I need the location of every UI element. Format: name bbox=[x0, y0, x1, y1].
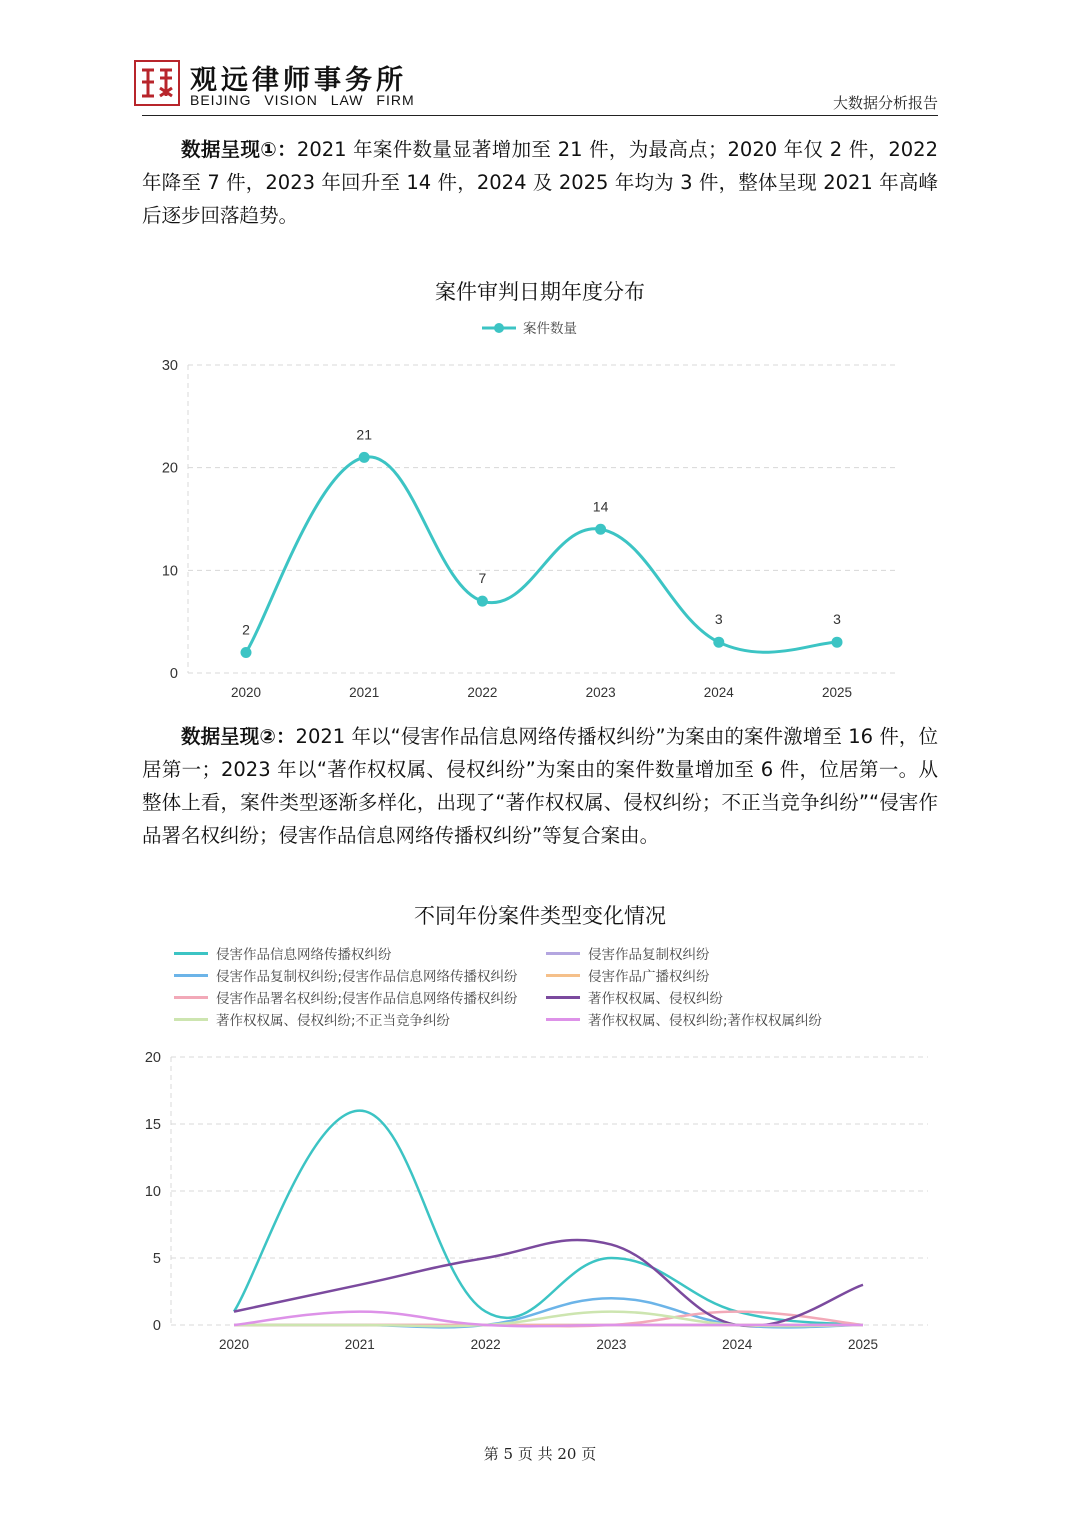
chart-1-x-tick: 2023 bbox=[585, 685, 616, 700]
chart-1-data-label: 3 bbox=[833, 611, 841, 628]
paragraph-2-lead: 数据呈现②： bbox=[181, 725, 296, 748]
chart-1-y-tick: 30 bbox=[161, 358, 178, 374]
chart-1-legend bbox=[482, 320, 577, 336]
chart-1-x-tick: 2020 bbox=[230, 685, 262, 700]
chart-2-y-tick: 20 bbox=[144, 1050, 161, 1066]
chart-1-data-label: 14 bbox=[592, 498, 609, 515]
chart-1-y-tick: 0 bbox=[169, 666, 178, 682]
chart-2-x-tick: 2024 bbox=[722, 1337, 753, 1352]
chart-2-y-tick: 10 bbox=[144, 1184, 161, 1200]
chart-1-data-point bbox=[713, 637, 724, 648]
paragraph-2 bbox=[142, 720, 938, 852]
chart-1-year-distribution bbox=[140, 310, 910, 710]
chart-1-data-point bbox=[832, 637, 843, 648]
chart-2-y-tick: 0 bbox=[152, 1318, 161, 1334]
chart-1-x-tick: 2021 bbox=[349, 685, 380, 700]
legend-label: 侵害作品复制权纠纷 bbox=[588, 947, 710, 963]
page-number: 第 5 页 共 20 页 bbox=[483, 1445, 597, 1463]
chart-1-x-tick: 2022 bbox=[467, 685, 498, 700]
chart-2-x-tick: 2022 bbox=[470, 1337, 501, 1352]
chart-1-x-tick: 2024 bbox=[703, 685, 734, 700]
chart-1-data-point bbox=[477, 596, 488, 607]
chart-2-y-tick: 5 bbox=[152, 1251, 161, 1267]
chart-1-legend-label: 案件数量 bbox=[523, 321, 577, 336]
legend-label: 侵害作品广播权纠纷 bbox=[588, 969, 710, 985]
report-title: 大数据分析报告 bbox=[832, 94, 938, 112]
chart-1-data-point bbox=[595, 524, 606, 535]
legend-label: 著作权权属、侵权纠纷;著作权权属纠纷 bbox=[588, 1013, 823, 1029]
paragraph-1-text: 2021 年案件数量显著增加至 21 件，为最高点；2020 年仅 2 件，2022 年降至 7 件，2023 年回升至 14 件，2024 及 2025 年均为 3 件，整体呈现 2021 年高峰后逐步回落趋势。 bbox=[142, 138, 938, 227]
chart-1-data-point bbox=[241, 647, 252, 658]
chart-2-y-tick: 15 bbox=[144, 1117, 161, 1133]
chart-2-series-line-0 bbox=[234, 1111, 863, 1325]
chart-1-legend-marker bbox=[494, 323, 504, 333]
chart-2-title: 不同年份案件类型变化情况 bbox=[414, 904, 666, 928]
chart-1-series-line bbox=[246, 457, 837, 653]
paragraph-1-lead: 数据呈现①： bbox=[181, 138, 297, 161]
chart-1-y-tick: 20 bbox=[161, 460, 178, 477]
paragraph-2-text: 2021 年以“侵害作品信息网络传播权纠纷”为案由的案件激增至 16 件，位居第一；2023 年以“著作权权属、侵权纠纷”为案由的案件数量增加至 6 件，位居第一。从整体上看，案件类型逐渐多样化，出现了“著作权权属、侵权纠纷；不正当竞争纠纷”“侵害作品署名权纠纷；侵害作品信息网络传播权纠纷”等复合案由。 bbox=[142, 725, 938, 847]
chart-1-title: 案件审判日期年度分布 bbox=[435, 280, 645, 304]
firm-seal-icon bbox=[136, 62, 178, 104]
legend-label: 侵害作品信息网络传播权纠纷 bbox=[216, 947, 392, 963]
chart-2-x-tick: 2020 bbox=[218, 1337, 250, 1352]
chart-1-y-tick: 10 bbox=[161, 563, 178, 580]
legend-label: 侵害作品署名权纠纷;侵害作品信息网络传播权纠纷 bbox=[216, 991, 518, 1007]
header-divider bbox=[142, 115, 938, 116]
chart-2-x-tick: 2021 bbox=[344, 1337, 375, 1352]
firm-name-en: BEIJING VISION LAW FIRM bbox=[190, 92, 415, 108]
chart-1-data-label: 3 bbox=[714, 611, 723, 628]
legend-label: 著作权权属、侵权纠纷;不正当竞争纠纷 bbox=[216, 1013, 451, 1029]
legend-label: 著作权权属、侵权纠纷 bbox=[588, 991, 723, 1007]
chart-1-data-point bbox=[359, 452, 370, 463]
paragraph-1 bbox=[142, 133, 938, 232]
chart-1-x-tick: 2025 bbox=[821, 685, 853, 700]
chart-2-x-tick: 2023 bbox=[596, 1337, 627, 1352]
chart-1-data-label: 2 bbox=[242, 621, 250, 638]
chart-2-case-types bbox=[140, 938, 940, 1368]
chart-1-data-label: 7 bbox=[478, 570, 487, 587]
firm-name-cn: 观远律师事务所 bbox=[190, 65, 407, 96]
chart-2-x-tick: 2025 bbox=[847, 1337, 879, 1352]
chart-1-data-label: 21 bbox=[356, 426, 372, 443]
legend-label: 侵害作品复制权纠纷;侵害作品信息网络传播权纠纷 bbox=[216, 969, 518, 985]
firm-logo bbox=[134, 60, 180, 106]
